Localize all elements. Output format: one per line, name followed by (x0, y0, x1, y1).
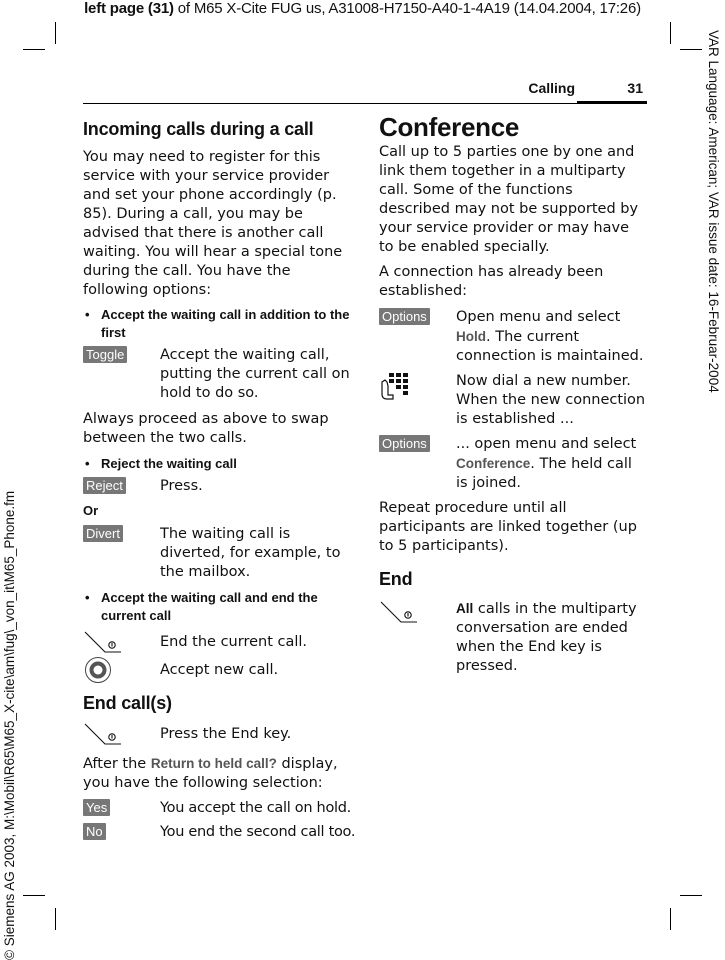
side-text-left-label: © Siemens AG 2003, M:\Mobil\R65\M65_X-cite\am\fug\_von_it\M65_Phone.fm (2, 490, 17, 960)
end-call-heading: End call(s) (83, 693, 172, 713)
instruction-row (83, 661, 353, 680)
option-bullet-label: Accept the waiting call and end the current call (101, 590, 318, 623)
instruction-row (379, 308, 646, 366)
instruction-text-part: . The held call is joined. (456, 456, 632, 491)
instruction-text: You end the second call too. (160, 824, 356, 840)
instruction-text-part: calls in the multiparty conversation are ended when the End key is pressed. (456, 601, 637, 674)
instruction-text-bold: All (456, 601, 474, 616)
instruction-row (83, 346, 353, 403)
conference-intro: Call up to 5 parties one by one and link them together in a multiparty call. Some of the functions described may not be supported by your service provider or may have to be enabled specially. (379, 144, 639, 255)
after-suffix: display, you have the following selection: (83, 756, 338, 791)
option-bullet-label: Accept the waiting call in addition to the first (101, 307, 350, 340)
instruction-row (379, 435, 646, 493)
instruction-text: Accept the waiting call, putting the current call on hold to do so. (160, 347, 350, 401)
option-bullet: • Accept the waiting call and end the current call (85, 590, 318, 623)
display-prompt: Return to held call? (150, 756, 277, 771)
after-paragraph (83, 754, 353, 793)
swap-paragraph: Always proceed as above to swap between the two calls. (83, 411, 329, 446)
file-header-rest: of M65 X-Cite FUG us, A31008-H7150-A40-1-4A19 (14.04.2004, 17:26) (173, 0, 641, 17)
repeat-paragraph: Repeat procedure until all participants are linked together (up to 5 participants). (379, 500, 637, 554)
instruction-row (83, 525, 353, 582)
connection-paragraph: A connection has already been established: (379, 264, 604, 299)
toggle-softkey[interactable]: Toggle (83, 346, 127, 363)
instruction-text: End the current call. (160, 634, 308, 650)
page-number: 31 (627, 80, 643, 96)
end-key-icon[interactable] (83, 721, 123, 753)
divert-softkey[interactable]: Divert (83, 525, 123, 542)
options-softkey[interactable]: Options (379, 435, 430, 452)
call-key-icon[interactable] (83, 656, 113, 690)
crop-mark (55, 22, 56, 44)
file-header (0, 0, 725, 17)
running-head (440, 80, 645, 102)
crop-mark (680, 895, 702, 896)
instruction-text (456, 599, 646, 676)
right-column (379, 112, 646, 676)
side-text-left (0, 470, 20, 960)
header-rule (83, 103, 647, 104)
instruction-text: Press the End key. (160, 726, 292, 742)
instruction-row (83, 823, 356, 842)
crop-mark (55, 908, 56, 930)
instruction-row (379, 372, 646, 429)
section-heading: Incoming calls during a call (83, 119, 314, 139)
instruction-text: You accept the call on hold. (160, 800, 351, 816)
instruction-row (83, 477, 353, 496)
side-text-right (703, 30, 723, 410)
instruction-row (83, 725, 353, 744)
intro-paragraph: You may need to register for this service with your service provider and set your phone accordingly (p. 85). During a call, you may be advised that there is another call waiting. You will hear a special tone during the call. You have the following options: (83, 149, 343, 298)
instruction-text-part: Open menu and select (456, 309, 621, 325)
option-bullet-label: Reject the waiting call (101, 456, 237, 471)
crop-mark (670, 22, 671, 44)
no-softkey[interactable]: No (83, 823, 106, 840)
instruction-text: Now dial a new number. When the new connection is established ... (456, 373, 646, 427)
instruction-text: Press. (160, 478, 203, 494)
crop-mark (23, 49, 45, 50)
instruction-text-part: . The current connection is maintained. (456, 329, 644, 364)
instruction-text (456, 308, 646, 366)
crop-mark (680, 49, 702, 50)
options-softkey[interactable]: Options (379, 308, 430, 325)
after-prefix: After the (83, 756, 151, 772)
crop-mark (670, 908, 671, 930)
instruction-text-part: ... open menu and select (456, 436, 637, 452)
instruction-row (83, 799, 353, 818)
keypad-icon[interactable] (379, 370, 411, 408)
instruction-row (83, 633, 353, 652)
crop-mark (23, 895, 45, 896)
option-bullet: • Accept the waiting call in addition to the first (85, 307, 350, 340)
menu-item-conference: Conference (456, 456, 531, 471)
reject-softkey[interactable]: Reject (83, 477, 126, 494)
running-head-title: Calling (528, 80, 575, 96)
side-text-right-label: VAR Language: American; VAR issue date: 16-Februar-2004 (706, 30, 721, 393)
instruction-text (456, 435, 646, 493)
yes-softkey[interactable]: Yes (83, 799, 110, 816)
end-heading: End (379, 569, 413, 589)
file-header-bold: left page (31) (84, 0, 174, 17)
instruction-row (379, 599, 646, 676)
menu-item-hold: Hold (456, 329, 486, 344)
left-column (83, 119, 356, 842)
option-bullet: • Reject the waiting call (85, 456, 237, 471)
end-key-icon[interactable] (379, 599, 419, 631)
conference-heading: Conference (379, 112, 520, 142)
instruction-text: Accept new call. (160, 662, 279, 678)
instruction-text: The waiting call is diverted, for example, to the mailbox. (160, 526, 341, 580)
or-label: Or (83, 503, 99, 518)
